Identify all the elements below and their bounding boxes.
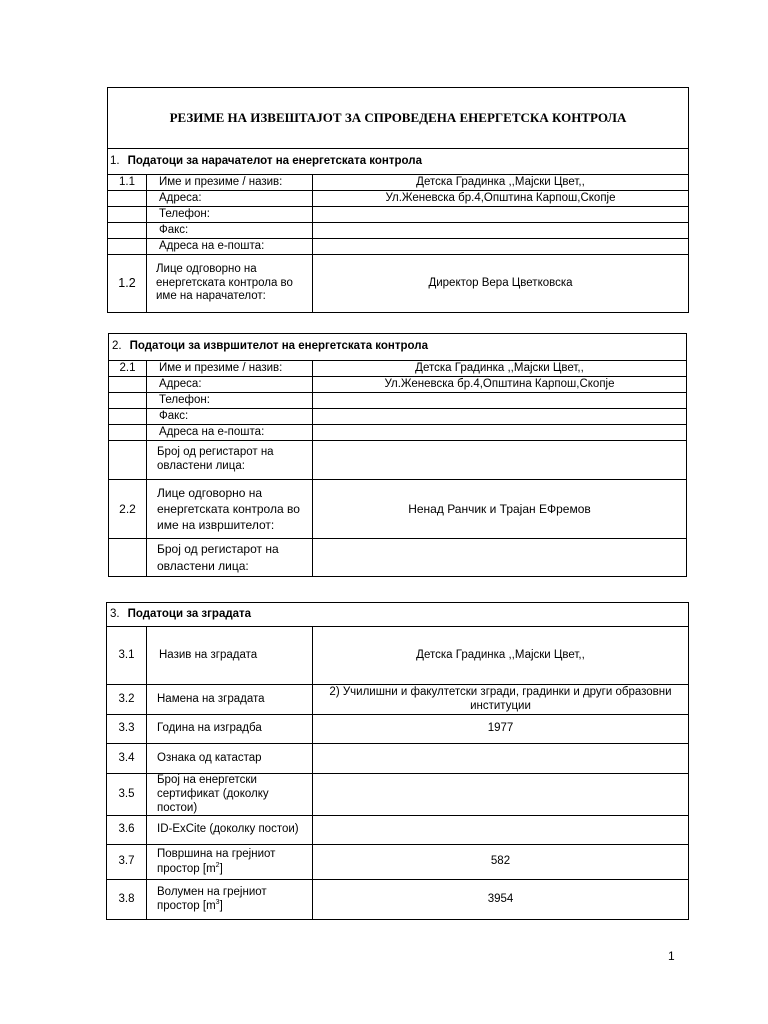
section-2-heading: 2. Податоци за извршителот на енергетската контрола [109, 334, 687, 361]
client-fax-label: Факс: [147, 223, 313, 239]
document-title: РЕЗИМЕ НА ИЗВЕШТАЈОТ ЗА СПРОВЕДЕНА ЕНЕРГЕТСКА КОНТРОЛА [108, 88, 689, 149]
client-name-value: Детска Градинка ,,Мајски Цвет,, [313, 175, 689, 191]
contractor-registry-label-2: Број од регистарот на овластени лица: [147, 539, 313, 577]
row-number: 2.2 [109, 480, 147, 539]
building-data-table [106, 602, 689, 920]
client-name-label: Име и презиме / назив: [147, 175, 313, 191]
row-number: 3.7 [107, 845, 147, 880]
construction-year-label: Година на изградба [147, 715, 313, 744]
client-address-value: Ул.Женевска бр.4,Општина Карпош,Скопје [313, 191, 689, 207]
client-email-label: Адреса на е-пошта: [147, 239, 313, 255]
row-number: 3.3 [107, 715, 147, 744]
row-number: 2.1 [109, 361, 147, 377]
client-phone-label: Телефон: [147, 207, 313, 223]
contractor-email-label: Адреса на е-пошта: [147, 425, 313, 441]
contractor-responsible-value: Ненад Ранчик и Трајан ЕФремов [313, 480, 687, 539]
client-fax-value [313, 223, 689, 239]
client-responsible-label: Лице одговорно на енергетската контрола во име на нарачателот: [147, 255, 313, 313]
row-number: 3.2 [107, 685, 147, 715]
client-phone-value [313, 207, 689, 223]
contractor-name-value: Детска Градинка ,,Мајски Цвет,, [313, 361, 687, 377]
contractor-phone-label: Телефон: [147, 393, 313, 409]
certificate-label: Број на енергетски сертификат (доколку постои) [147, 774, 313, 816]
row-number: 3.4 [107, 744, 147, 774]
building-name-value: Детска Градинка ,,Мајски Цвет,, [313, 627, 689, 685]
row-number [108, 191, 147, 207]
id-excite-label: ID-ExCite (доколку постои) [147, 816, 313, 845]
certificate-value [313, 774, 689, 816]
section-1-heading: 1. Податоци за нарачателот на енергетската контрола [108, 149, 689, 175]
page-number: 1 [668, 949, 675, 963]
building-name-label: Назив на зградата [147, 627, 313, 685]
contractor-address-value: Ул.Женевска бр.4,Општина Карпош,Скопје [313, 377, 687, 393]
contractor-address-label: Адреса: [147, 377, 313, 393]
building-purpose-label: Намена на зградата [147, 685, 313, 715]
id-excite-value [313, 816, 689, 845]
construction-year-value: 1977 [313, 715, 689, 744]
contractor-registry-value-2 [313, 539, 687, 577]
row-number: 1.1 [108, 175, 147, 191]
row-number: 3.8 [107, 880, 147, 920]
contractor-responsible-label: Лице одговорно на енергетската контрола во име на извршителот: [147, 480, 313, 539]
client-responsible-value: Директор Вера Цветковска [313, 255, 689, 313]
row-number: 1.2 [108, 255, 147, 313]
contractor-name-label: Име и презиме / назив: [147, 361, 313, 377]
building-purpose-value: 2) Училишни и факултетски згради, градинки и други образовни институции [313, 685, 689, 715]
contractor-phone-value [313, 393, 687, 409]
row-number: 3.1 [107, 627, 147, 685]
heated-volume-value: 3954 [313, 880, 689, 920]
contractor-data-table [108, 333, 687, 577]
heated-area-label: Површина на грејниот простор $[m^2]$ [147, 845, 313, 880]
cadastre-label: Ознака од катастар [147, 744, 313, 774]
row-number: 3.6 [107, 816, 147, 845]
contractor-registry-value [313, 441, 687, 480]
section-3-heading: 3. Податоци за зградата [107, 603, 689, 627]
contractor-fax-value [313, 409, 687, 425]
contractor-fax-label: Факс: [147, 409, 313, 425]
client-email-value [313, 239, 689, 255]
contractor-registry-label: Број од регистарот на овластени лица: [147, 441, 313, 480]
client-address-label: Адреса: [147, 191, 313, 207]
contractor-email-value [313, 425, 687, 441]
heated-volume-label: Волумен на грејниот простор $[m^3]$ [147, 880, 313, 920]
client-data-table [107, 87, 689, 313]
heated-area-value: 582 [313, 845, 689, 880]
cadastre-value [313, 744, 689, 774]
row-number: 3.5 [107, 774, 147, 816]
